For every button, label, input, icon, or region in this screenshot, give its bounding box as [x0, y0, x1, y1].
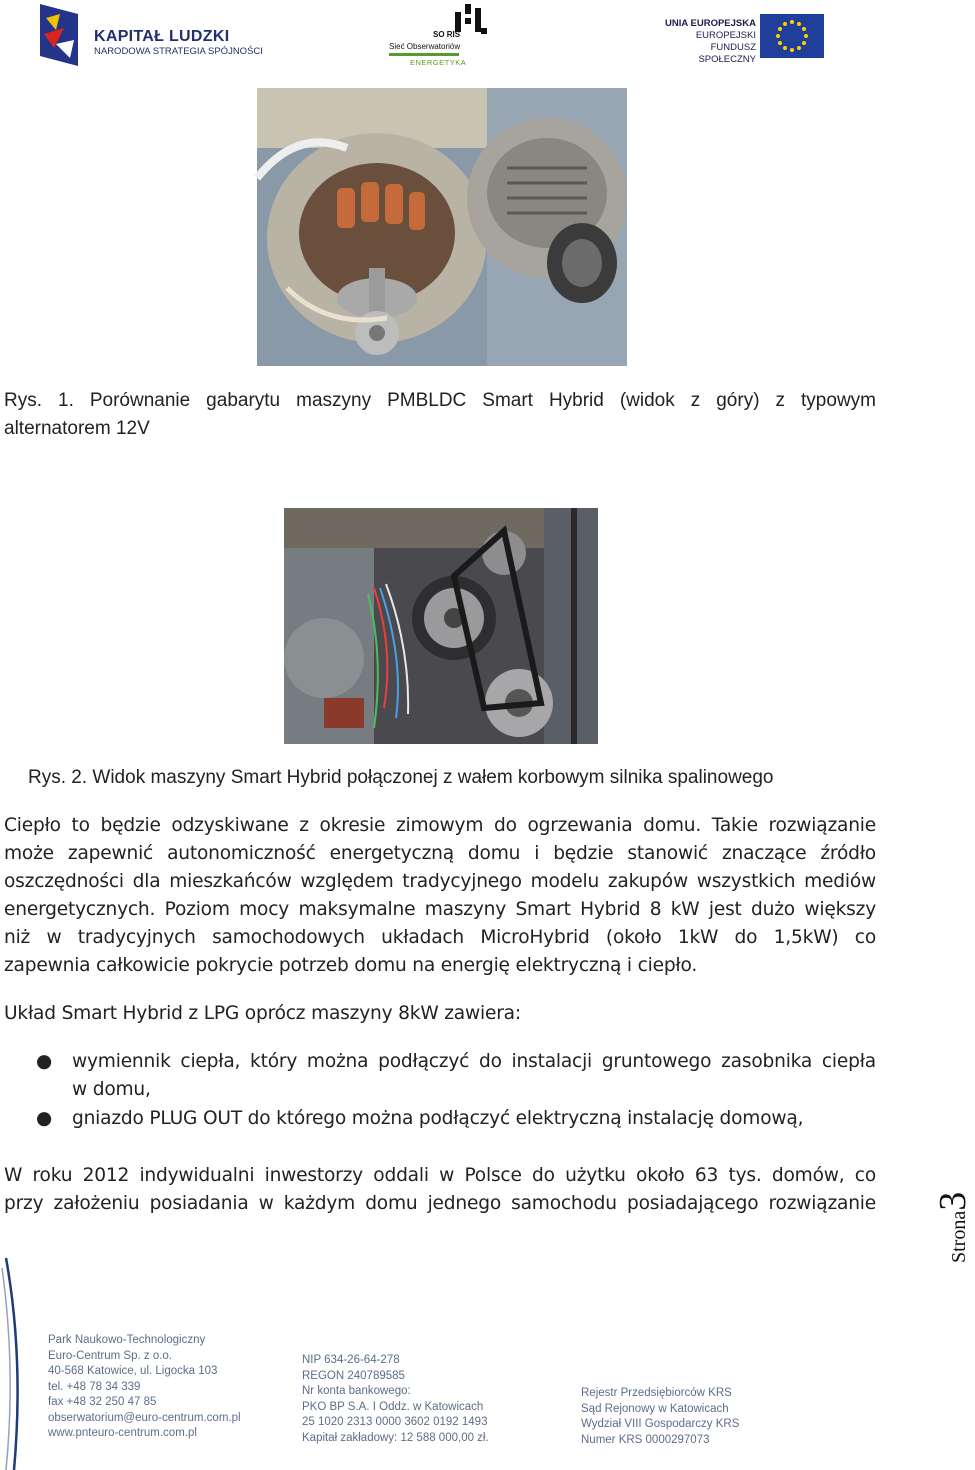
- soris-energetyka: ENERGETYKA: [410, 58, 467, 67]
- paragraph-1-line: może zapewnić autonomiczność energetyczną domu i będzie stanowić znaczące źródło: [4, 843, 876, 864]
- footer-line: tel. +48 78 34 339: [48, 1380, 141, 1393]
- paragraph-1: [4, 812, 876, 980]
- paragraph-1-line: zapewnia całkowicie pokrycie potrzeb domu na energię elektryczną i ciepło.: [4, 955, 698, 976]
- footer-line: REGON 240789585: [302, 1369, 405, 1382]
- bullet-marker: ●: [36, 1051, 53, 1072]
- footer-website[interactable]: www.pnteuro-centrum.com.pl: [48, 1427, 197, 1439]
- eu-line2: EUROPEJSKI: [695, 30, 756, 41]
- footer-line: PKO BP S.A. I Oddz. w Katowicach: [302, 1400, 484, 1413]
- bullet-item-line2: w domu,: [72, 1079, 151, 1100]
- bullet-item-line1: wymiennik ciepła, który można podłączyć do instalacji gruntowego zasobnika ciepła: [72, 1051, 876, 1072]
- footer-bank: [302, 1353, 489, 1446]
- eu-line3: FUNDUSZ SPOŁECZNY: [698, 42, 756, 65]
- eu-text: [660, 18, 756, 66]
- paragraph-1-line: Ciepło to będzie odzyskiwane z okresie zimowym do ogrzewania domu. Takie rozwiązanie: [4, 815, 876, 836]
- page-number: [932, 1170, 974, 1263]
- figure1-caption-line2: alternatorem 12V: [4, 418, 150, 439]
- footer-line: Numer KRS 0000297073: [581, 1433, 710, 1446]
- footer-line: Kapitał zakładowy: 12 588 000,00 zł.: [302, 1431, 489, 1444]
- bullet-item: [72, 1048, 876, 1104]
- paragraph-1-line: niż w tradycyjnych samochodowych układach MicroHybrid (około 1kW do 1,5kW) co: [4, 927, 876, 948]
- kapital-ludzki-emblem-icon: [40, 4, 78, 66]
- footer-line: 25 1020 2313 0000 3602 0192 1493: [302, 1416, 488, 1428]
- footer-email[interactable]: obserwatorium@euro-centrum.com.pl: [48, 1411, 241, 1424]
- footer-line: 40-568 Katowice, ul. Ligocka 103: [48, 1365, 218, 1377]
- eu-flag-icon: [760, 14, 824, 58]
- eu-logo: [660, 12, 828, 65]
- footer-line: fax +48 32 250 47 85: [48, 1396, 157, 1408]
- footer-decoration: [0, 1258, 30, 1470]
- page-label: Strona: [948, 1210, 970, 1263]
- figure2-caption: Rys. 2. Widok maszyny Smart Hybrid połączonej z wałem korbowym silnika spalinowego: [28, 767, 774, 788]
- photo-engine-smart-hybrid: [284, 508, 598, 744]
- bullet-item: gniazdo PLUG OUT do którego można podłączyć elektryczną instalację domową,: [72, 1108, 804, 1129]
- soris-network: Sieć Obserwatoriów: [389, 42, 461, 51]
- bullet-marker: ●: [36, 1108, 53, 1129]
- soris-name: SO RIS: [433, 30, 461, 39]
- eu-line1: UNIA EUROPEJSKA: [665, 18, 756, 29]
- footer-company: [48, 1333, 241, 1442]
- photo-motor-vs-alternator: [257, 88, 627, 366]
- footer-line: Wydział VIII Gospodarczy KRS: [581, 1418, 740, 1430]
- footer-line: Sąd Rejonowy w Katowicach: [581, 1402, 729, 1415]
- footer-registry: [581, 1386, 739, 1448]
- footer-line: Park Naukowo-Technologiczny: [48, 1334, 206, 1346]
- motor-alternator-illustration: [257, 88, 627, 366]
- figure1-caption-line1: Rys. 1. Porównanie gabarytu maszyny PMBLDC Smart Hybrid (widok z góry) z typowym: [4, 390, 876, 411]
- footer-line: Nr konta bankowego:: [302, 1385, 411, 1397]
- page-digit: 3: [932, 1191, 974, 1211]
- kapital-ludzki-subtitle: NARODOWA STRATEGIA SPÓJNOŚCI: [94, 46, 263, 57]
- paragraph-3-line: W roku 2012 indywidualni inwestorzy oddali w Polsce do użytku około 63 tys. domów, co: [4, 1165, 876, 1186]
- engine-illustration: [284, 508, 598, 744]
- footer-line: Rejestr Przedsiębiorców KRS: [581, 1387, 732, 1399]
- figure1-caption: [4, 387, 876, 443]
- kapital-ludzki-logo: [40, 4, 263, 68]
- paragraph-3: [4, 1162, 876, 1218]
- paragraph-1-line: energetycznych. Poziom mocy maksymalne maszyny Smart Hybrid 8 kW jest dużo większy: [4, 899, 876, 920]
- footer-line: Euro-Centrum Sp. z o.o.: [48, 1349, 172, 1362]
- paragraph-1-line: oszczędności dla mieszkańców względem tradycyjnego modelu zakupów wszystkich mediów: [4, 871, 876, 892]
- footer-line: NIP 634-26-64-278: [302, 1354, 400, 1366]
- soris-divider: [389, 53, 459, 56]
- paragraph-2: Układ Smart Hybrid z LPG oprócz maszyny 8kW zawiera:: [4, 1003, 521, 1024]
- paragraph-3-line: przy założeniu posiadania w każdym domu jednego samochodu posiadającego rozwiązanie: [4, 1193, 876, 1214]
- soris-logo: [385, 2, 495, 68]
- kapital-ludzki-title: KAPITAŁ LUDZKI: [94, 28, 230, 45]
